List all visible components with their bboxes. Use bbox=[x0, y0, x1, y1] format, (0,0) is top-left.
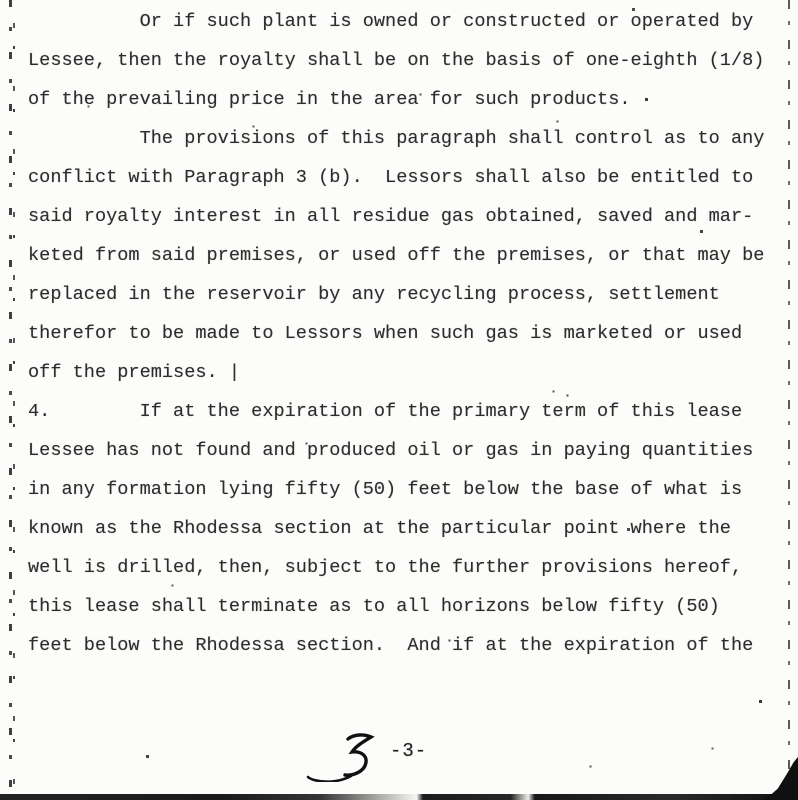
document-line-16: this lease shall terminate as to all horizons below fifty (50) bbox=[28, 596, 720, 617]
document-line-17: feet below the Rhodessa section. And if at the expiration of the bbox=[28, 635, 754, 656]
document-line-12: Lessee has not found and produced oil or gas in paying quantities bbox=[28, 440, 754, 461]
document-line-13: in any formation lying fifty (50) feet below the base of what is bbox=[28, 479, 743, 500]
right-edge-dashed-line bbox=[788, 0, 790, 800]
scan-noise-specks bbox=[0, 0, 1, 1]
document-line-10: off the premises. | bbox=[28, 362, 241, 383]
handwritten-page-numeral bbox=[306, 730, 392, 782]
document-line-4: The provisions of this paragraph shall control as to any bbox=[28, 128, 765, 149]
document-line-7: keted from said premises, or used off the premises, or that may be bbox=[28, 245, 765, 266]
document-line-1: Or if such plant is owned or constructed or operated by bbox=[28, 11, 754, 32]
left-binding-marks bbox=[3, 0, 15, 800]
document-line-3: of the prevailing price in the area for such products. bbox=[28, 89, 631, 110]
document-line-15: well is drilled, then, subject to the further provisions hereof, bbox=[28, 557, 743, 578]
document-line-5: conflict with Paragraph 3 (b). Lessors shall also be entitled to bbox=[28, 167, 754, 188]
document-line-9: therefor to be made to Lessors when such gas is marketed or used bbox=[28, 323, 743, 344]
page-number: -3- bbox=[390, 740, 428, 762]
document-text bbox=[28, 2, 764, 665]
document-line-2: Lessee, then the royalty shall be on the basis of one-eighth (1/8) bbox=[28, 50, 765, 71]
scan-bottom-edge bbox=[0, 794, 798, 800]
document-line-8: replaced in the reservoir by any recycling process, settlement bbox=[28, 284, 720, 305]
document-line-11: 4. If at the expiration of the primary term of this lease bbox=[28, 401, 743, 422]
document-line-6: said royalty interest in all residue gas obtained, saved and mar- bbox=[28, 206, 754, 227]
document-line-14: known as the Rhodessa section at the particular point where the bbox=[28, 518, 731, 539]
